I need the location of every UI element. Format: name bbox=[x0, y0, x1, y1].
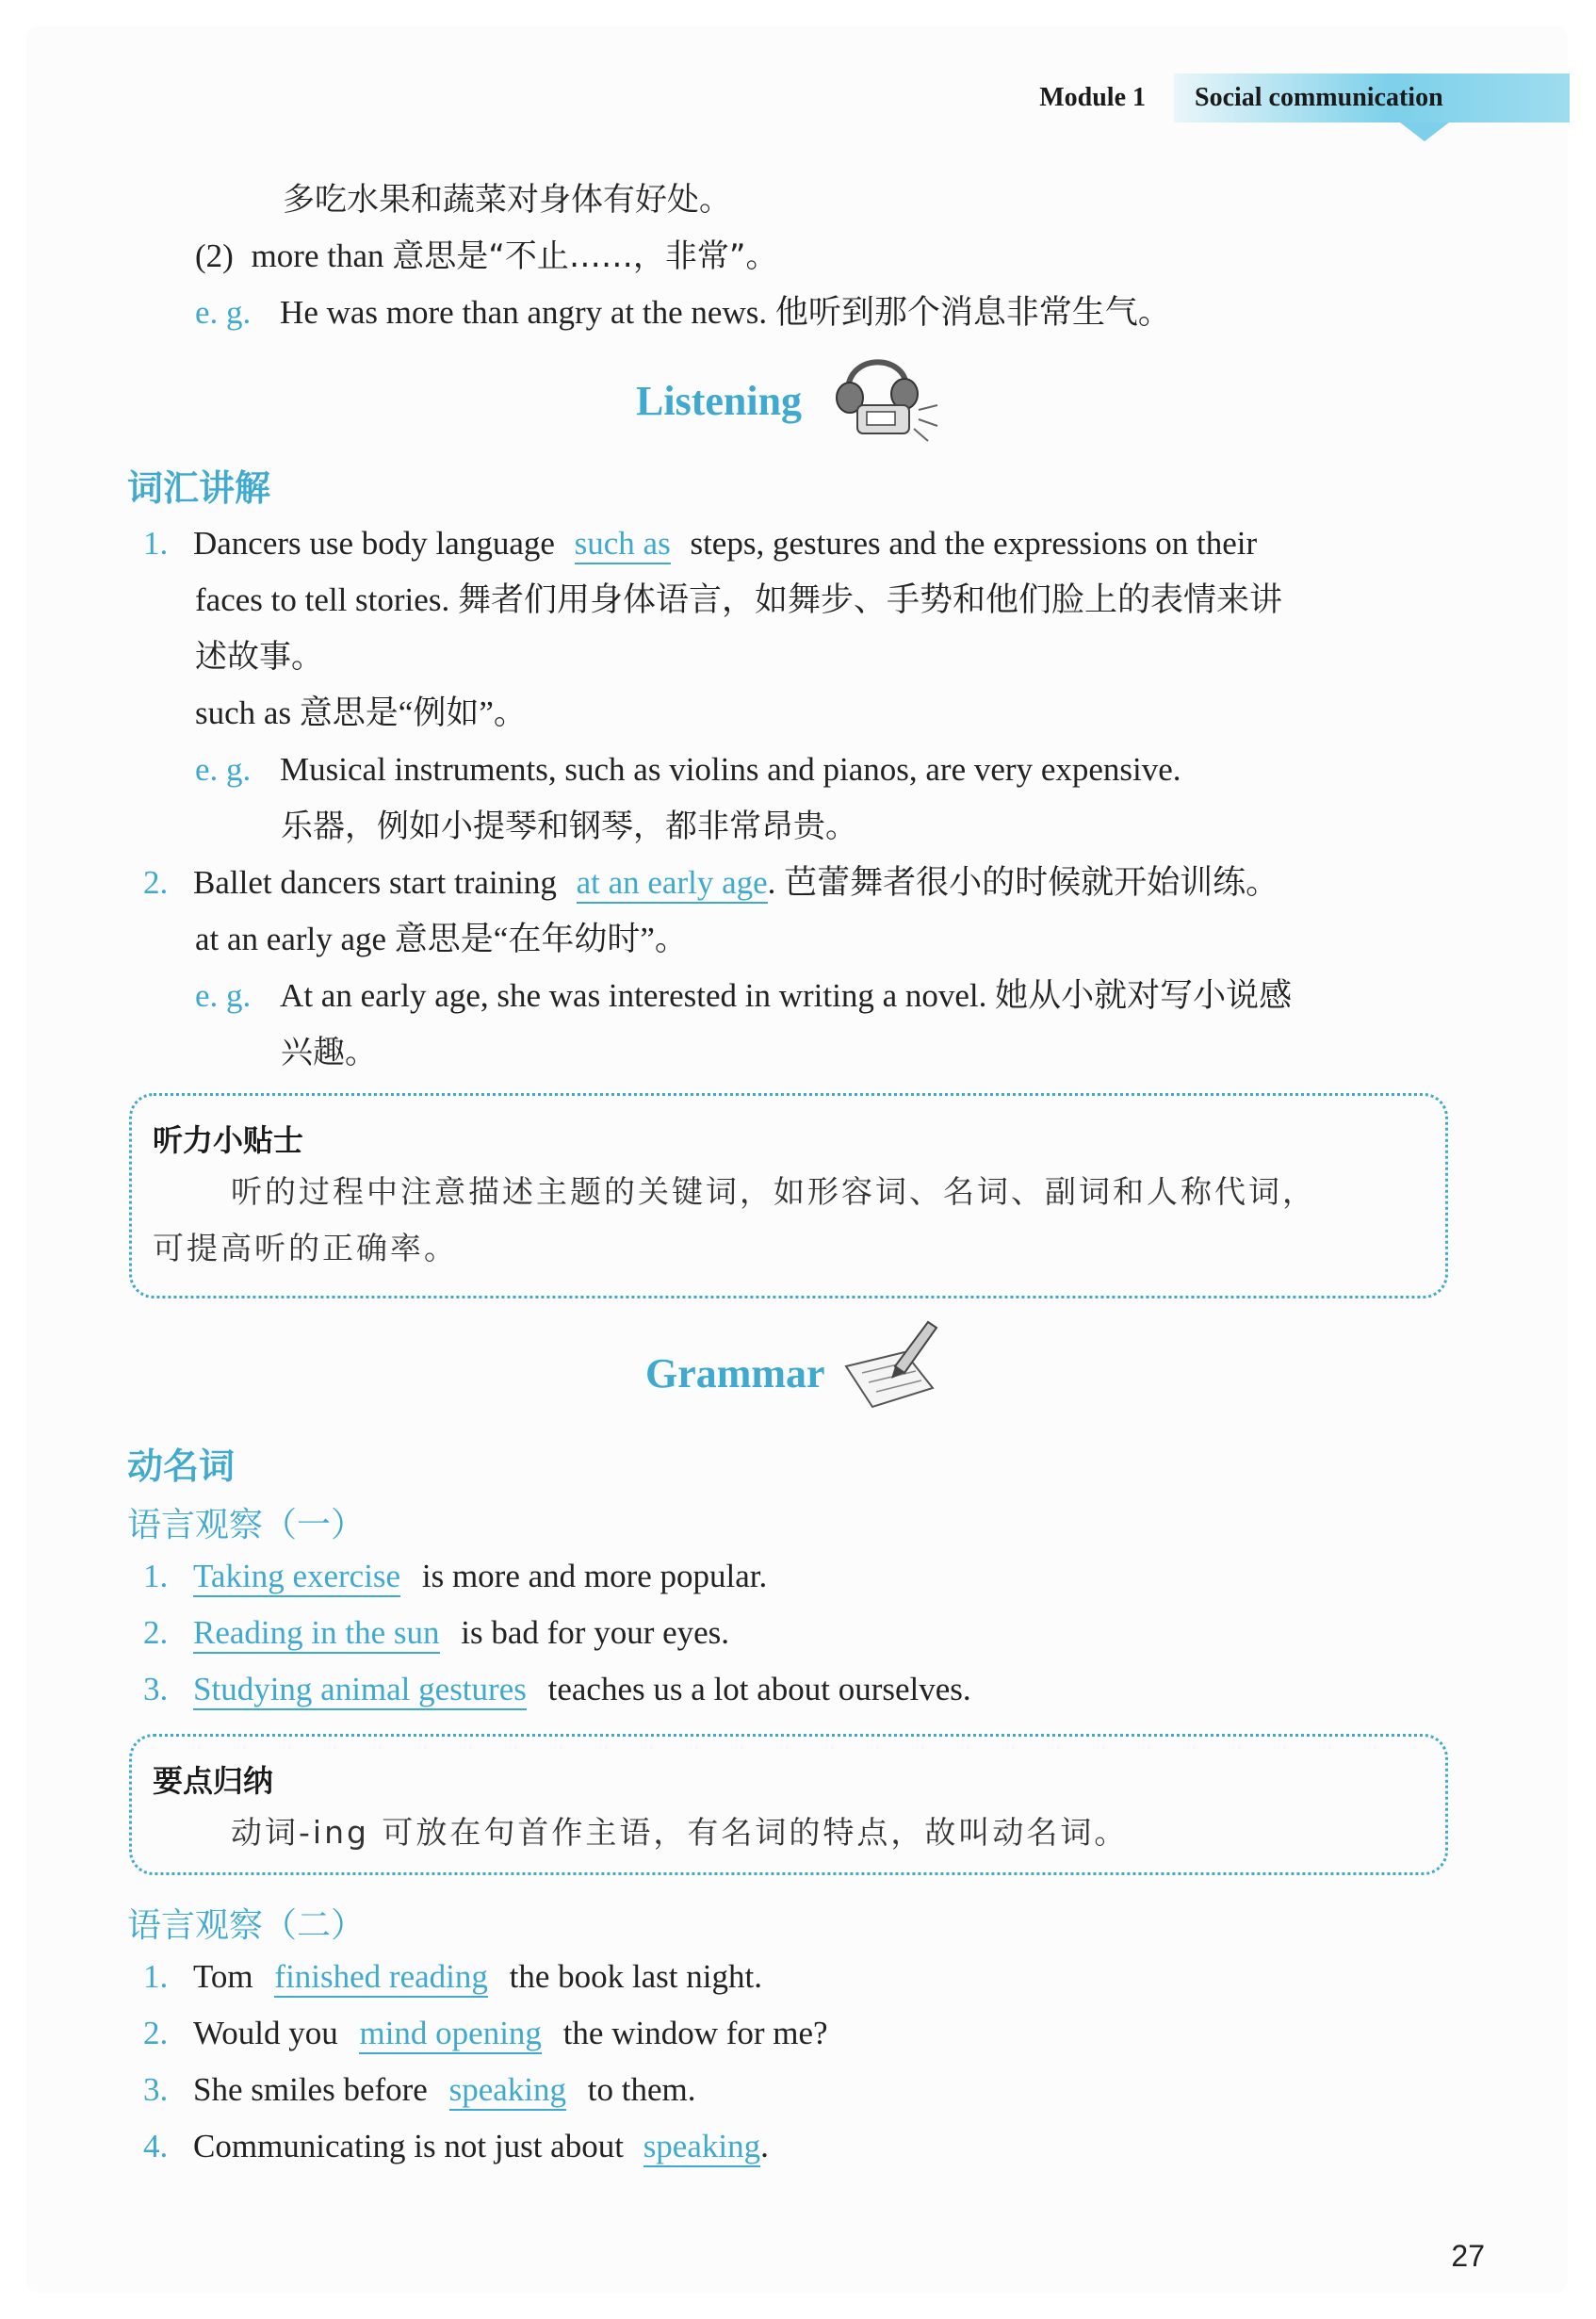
vocab-item-2-example bbox=[195, 972, 1292, 1020]
eg-text: Musical instruments, such as violins and pianos, are very expensive. bbox=[280, 751, 1181, 788]
point-explanation: 意思是“不止……，非常”。 bbox=[392, 237, 778, 275]
item-text: She smiles before bbox=[193, 2071, 428, 2108]
vocab-item-2-example-cont: 兴趣。 bbox=[281, 1034, 377, 1071]
vocab-item-1 bbox=[143, 520, 1257, 567]
eg-label: e. g. bbox=[195, 977, 252, 1014]
tip-text-line-1: 听的过程中注意描述主题的关键词，如形容词、名词、副词和人称代词， bbox=[231, 1173, 1316, 1210]
item-text: Tom bbox=[193, 1958, 253, 1995]
page-number: 27 bbox=[1451, 2239, 1485, 2273]
tip-text-line-2: 可提高听的正确率。 bbox=[153, 1230, 458, 1266]
vocab-item-1-example-cn: 乐器，例如小提琴和钢琴，都非常昂贵。 bbox=[281, 808, 857, 845]
item-text: Communicating is not just about bbox=[193, 2128, 624, 2164]
grammar-title: Grammar bbox=[645, 1350, 825, 1396]
obs2-item bbox=[143, 2066, 695, 2114]
item-number: 2. bbox=[143, 864, 169, 901]
observation-2-title: 语言观察（二） bbox=[127, 1906, 366, 1945]
obs1-item bbox=[143, 1553, 767, 1600]
key-phrase: speaking bbox=[449, 2071, 566, 2111]
listening-tip-box bbox=[129, 1093, 1448, 1298]
eg-text: At an early age, she was interested in writing a novel. 她从小就对写小说感 bbox=[280, 977, 1293, 1014]
item-text: Would you bbox=[193, 2015, 338, 2051]
grammar-topic: 动名词 bbox=[127, 1445, 236, 1487]
obs2-item bbox=[143, 1953, 762, 2001]
top-line-1: 多吃水果和蔬菜对身体有好处。 bbox=[283, 181, 731, 219]
item-text: . 芭蕾舞者很小的时候就开始训练。 bbox=[767, 864, 1279, 901]
key-phrase: speaking bbox=[643, 2128, 760, 2167]
item-number: 3. bbox=[143, 2071, 169, 2108]
item-text: steps, gestures and the expressions on their bbox=[690, 525, 1258, 562]
summary-box bbox=[129, 1734, 1448, 1875]
point-number: (2) bbox=[195, 237, 234, 274]
listening-title: Listening bbox=[636, 378, 803, 424]
vocab-title: 词汇讲解 bbox=[127, 467, 271, 509]
obs1-item bbox=[143, 1609, 729, 1657]
item-number: 4. bbox=[143, 2128, 169, 2164]
item-number: 1. bbox=[143, 1558, 169, 1594]
item-text: the window for me? bbox=[562, 2015, 828, 2051]
eg-label: e. g. bbox=[195, 751, 252, 788]
item-text: . bbox=[760, 2128, 769, 2164]
key-phrase: Reading in the sun bbox=[193, 1614, 440, 1654]
item-text: teaches us a lot about ourselves. bbox=[547, 1671, 971, 1707]
key-phrase: finished reading bbox=[274, 1958, 487, 1998]
item-number: 2. bbox=[143, 2015, 169, 2051]
item-text: is more and more popular. bbox=[421, 1558, 768, 1594]
vocab-item-2 bbox=[143, 859, 1278, 906]
eg-label: e. g. bbox=[195, 294, 252, 331]
key-phrase: Taking exercise bbox=[193, 1558, 400, 1597]
item-number: 3. bbox=[143, 1671, 169, 1707]
notepad-pencil-icon bbox=[839, 1315, 942, 1413]
headphones-icon bbox=[820, 339, 942, 443]
key-phrase: mind opening bbox=[359, 2015, 541, 2054]
eg-text: He was more than angry at the news. 他听到那个消息非常生气。 bbox=[280, 294, 1171, 331]
item-text: to them. bbox=[587, 2071, 696, 2108]
module-label: Module 1 bbox=[1039, 83, 1146, 112]
vocab-item-1-explanation: such as 意思是“例如”。 bbox=[195, 694, 527, 731]
vocab-item-1-line3: 述故事。 bbox=[195, 638, 323, 676]
item-number: 2. bbox=[143, 1614, 169, 1651]
obs1-item bbox=[143, 1666, 971, 1713]
item-text: is bad for your eyes. bbox=[461, 1614, 730, 1651]
obs2-item bbox=[143, 2010, 828, 2057]
summary-title: 要点归纳 bbox=[153, 1763, 274, 1799]
item-number: 1. bbox=[143, 525, 169, 562]
header-band bbox=[1174, 73, 1570, 122]
item-text: Ballet dancers start training bbox=[193, 864, 557, 901]
summary-text: 动词-ing 可放在句首作主语，有名词的特点，故叫动名词。 bbox=[231, 1814, 1129, 1851]
item-text: Dancers use body language bbox=[193, 525, 555, 562]
key-phrase: Studying animal gestures bbox=[193, 1671, 527, 1710]
page-header bbox=[1039, 73, 1570, 122]
item-number: 1. bbox=[143, 1958, 169, 1995]
vocab-item-1-example bbox=[195, 746, 1181, 793]
top-point-2 bbox=[195, 233, 777, 280]
top-example bbox=[195, 289, 1171, 336]
tip-title: 听力小贴士 bbox=[153, 1122, 304, 1158]
vocab-item-2-explanation: at an early age 意思是“在年幼时”。 bbox=[195, 921, 688, 957]
key-phrase: such as bbox=[575, 525, 671, 564]
obs2-item bbox=[143, 2123, 769, 2170]
item-text: the book last night. bbox=[509, 1958, 762, 1995]
module-title: Social communication bbox=[1195, 83, 1443, 112]
point-phrase: more than bbox=[251, 237, 384, 274]
observation-1-title: 语言观察（一） bbox=[127, 1506, 366, 1544]
vocab-item-1-line2: faces to tell stories. 舞者们用身体语言，如舞步、手势和他们脸上的表情来讲 bbox=[195, 581, 1282, 618]
key-phrase: at an early age bbox=[577, 864, 768, 904]
